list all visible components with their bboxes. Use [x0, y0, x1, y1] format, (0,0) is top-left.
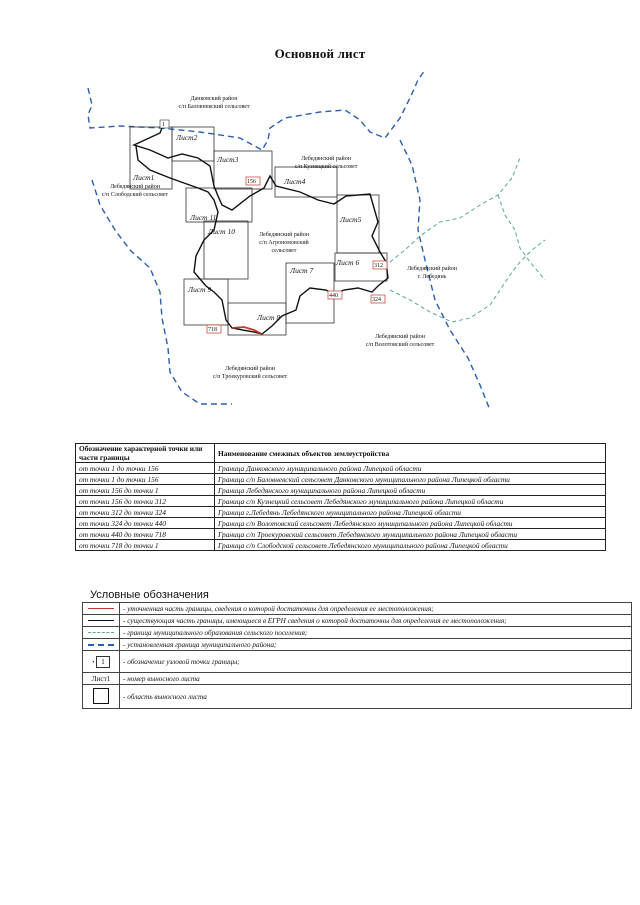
- svg-text:324: 324: [372, 297, 381, 303]
- svg-text:Лебедянский район: Лебедянский район: [259, 232, 309, 238]
- svg-text:с/п Агрономовский: с/п Агрономовский: [259, 240, 309, 246]
- table-row: от точки 718 до точки 1 Граница с/п Слободской сельсовет Лебедянского муниципального района Липецкой области: [76, 540, 606, 551]
- svg-text:Лебедянский район: Лебедянский район: [407, 266, 457, 272]
- sheet-label-6: Лист 6: [336, 258, 360, 267]
- table-header: Наименование смежных объектов землеустройства: [215, 444, 606, 463]
- svg-text:Лебедянский район: Лебедянский район: [375, 334, 425, 340]
- overview-map: [0, 0, 640, 420]
- legend-table: [82, 602, 632, 709]
- point-324: [371, 295, 385, 303]
- svg-text:156: 156: [247, 179, 256, 185]
- page-title: Основной лист: [274, 46, 366, 61]
- legend-title: Условные обозначения: [90, 589, 209, 601]
- sheet-label-5: Лист5: [340, 215, 362, 224]
- legend-row: Лист1 - номер выносного листа: [83, 673, 632, 685]
- table-header-row: [76, 444, 606, 463]
- svg-text:312: 312: [374, 263, 383, 269]
- point-718: [207, 325, 221, 333]
- point-box-symbol: • 1: [83, 651, 120, 673]
- table-row: от точки 156 до точки 1 Граница Лебедянского муниципального района Липецкой области: [76, 485, 606, 496]
- area-label-dankov: [178, 95, 249, 110]
- table-row: от точки 156 до точки 312 Граница с/п Кузнецкий сельсовет Лебедянского муниципального района Липецкой области: [76, 496, 606, 507]
- area-label-agronom: [259, 231, 310, 254]
- sheet-label-1: Лист1: [133, 173, 155, 182]
- legend-row: • 1 - обозначение узловой точки границы;: [83, 651, 632, 673]
- sheet-label-11: Лист 11: [190, 213, 217, 222]
- sheet-label-10: Лист 10: [208, 227, 235, 236]
- area-label-troekurov: [213, 365, 288, 380]
- area-labels: [102, 95, 458, 380]
- table-row: от точки 440 до точки 718 Граница с/п Троекуровский сельсовет Лебедянского муниципального района Липецкой области: [76, 529, 606, 540]
- sheet-label-4: Лист4: [284, 177, 306, 186]
- black-line-symbol: [83, 615, 120, 627]
- svg-text:Лебедянский район: Лебедянский район: [301, 156, 351, 162]
- table-header: Обозначение характерной точки или части границы: [76, 444, 215, 463]
- svg-text:с/п Волотовский сельсовет: с/п Волотовский сельсовет: [365, 342, 435, 348]
- legend-row: - существующая часть границы, имеющиеся в ЕГРН сведения о которой достаточны для определения ее местоположения;: [83, 615, 632, 627]
- legend-row: - уточненная часть границы, сведения о которой достаточны для определения ее местоположения;: [83, 603, 632, 615]
- settlement-boundary-line-3: [498, 195, 545, 280]
- legend-row: - граница муниципального образования сельского поселения;: [83, 627, 632, 639]
- sheet-label-9: Лист 9: [188, 285, 212, 294]
- point-box-sample: 1: [96, 656, 110, 668]
- svg-text:с/п Слободский сельсовет: с/п Слободский сельсовет: [101, 192, 169, 198]
- table-row: от точки 1 до точки 156 Граница с/п Баловневский сельсовет Данковского муниципального района Липецкой области: [76, 474, 606, 485]
- svg-text:Данковский район: Данковский район: [190, 96, 238, 102]
- boundary-points: [160, 120, 387, 333]
- area-label-lebedyan: [407, 265, 458, 280]
- sheet-label-8: Лист 8: [257, 313, 281, 322]
- sheet-number-symbol: Лист1: [83, 673, 120, 685]
- area-label-slobodsk: [102, 183, 169, 198]
- sheet-label-7: Лист 7: [290, 266, 314, 275]
- svg-text:440: 440: [329, 293, 338, 299]
- green-dash-symbol: [83, 627, 120, 639]
- district-boundary-line: [88, 70, 425, 150]
- table-row: от точки 1 до точки 156 Граница Данковского муниципального района Липецкой области: [76, 463, 606, 474]
- svg-text:718: 718: [208, 327, 217, 333]
- table-row: от точки 312 до точки 324 Граница г.Лебедянь Лебедянского муниципального района Липецкой области: [76, 507, 606, 518]
- area-label-volotov: [366, 333, 435, 348]
- point-312: [373, 261, 387, 269]
- blue-dash-symbol: [83, 639, 120, 651]
- sheet-label-2: Лист2: [176, 133, 198, 142]
- point-1: [160, 120, 169, 128]
- sheet-label-3: Лист3: [217, 155, 239, 164]
- svg-text:г. Лебедянь: г. Лебедянь: [417, 274, 447, 280]
- svg-text:с/п Троекуровский сельсовет: с/п Троекуровский сельсовет: [212, 374, 288, 380]
- svg-text:Лебедянский район: Лебедянский район: [110, 184, 160, 190]
- svg-text:Лебедянский район: Лебедянский район: [225, 366, 275, 372]
- legend-row: - область выносного листа: [83, 685, 632, 709]
- table-row: от точки 324 до точки 440 Граница с/п Волотовский сельсовет Лебедянского муниципального района Липецкой области: [76, 518, 606, 529]
- adjacent-objects-table: [75, 443, 606, 551]
- square-symbol: [83, 685, 120, 709]
- point-440: [328, 291, 342, 299]
- settlement-boundary-line-2: [390, 240, 545, 322]
- svg-text:с/п Баловневский сельсовет: с/п Баловневский сельсовет: [178, 104, 250, 110]
- red-line-symbol: [83, 603, 120, 615]
- settlement-boundary-line: [390, 158, 520, 262]
- legend-row: - установленная граница муниципального района;: [83, 639, 632, 651]
- svg-text:1: 1: [162, 122, 165, 128]
- point-156: [246, 177, 260, 185]
- area-label-kuznetsk: [295, 155, 358, 170]
- svg-text:сельсовет: сельсовет: [271, 248, 297, 254]
- svg-text:с/п Кузнецкий сельсовет: с/п Кузнецкий сельсовет: [294, 164, 358, 170]
